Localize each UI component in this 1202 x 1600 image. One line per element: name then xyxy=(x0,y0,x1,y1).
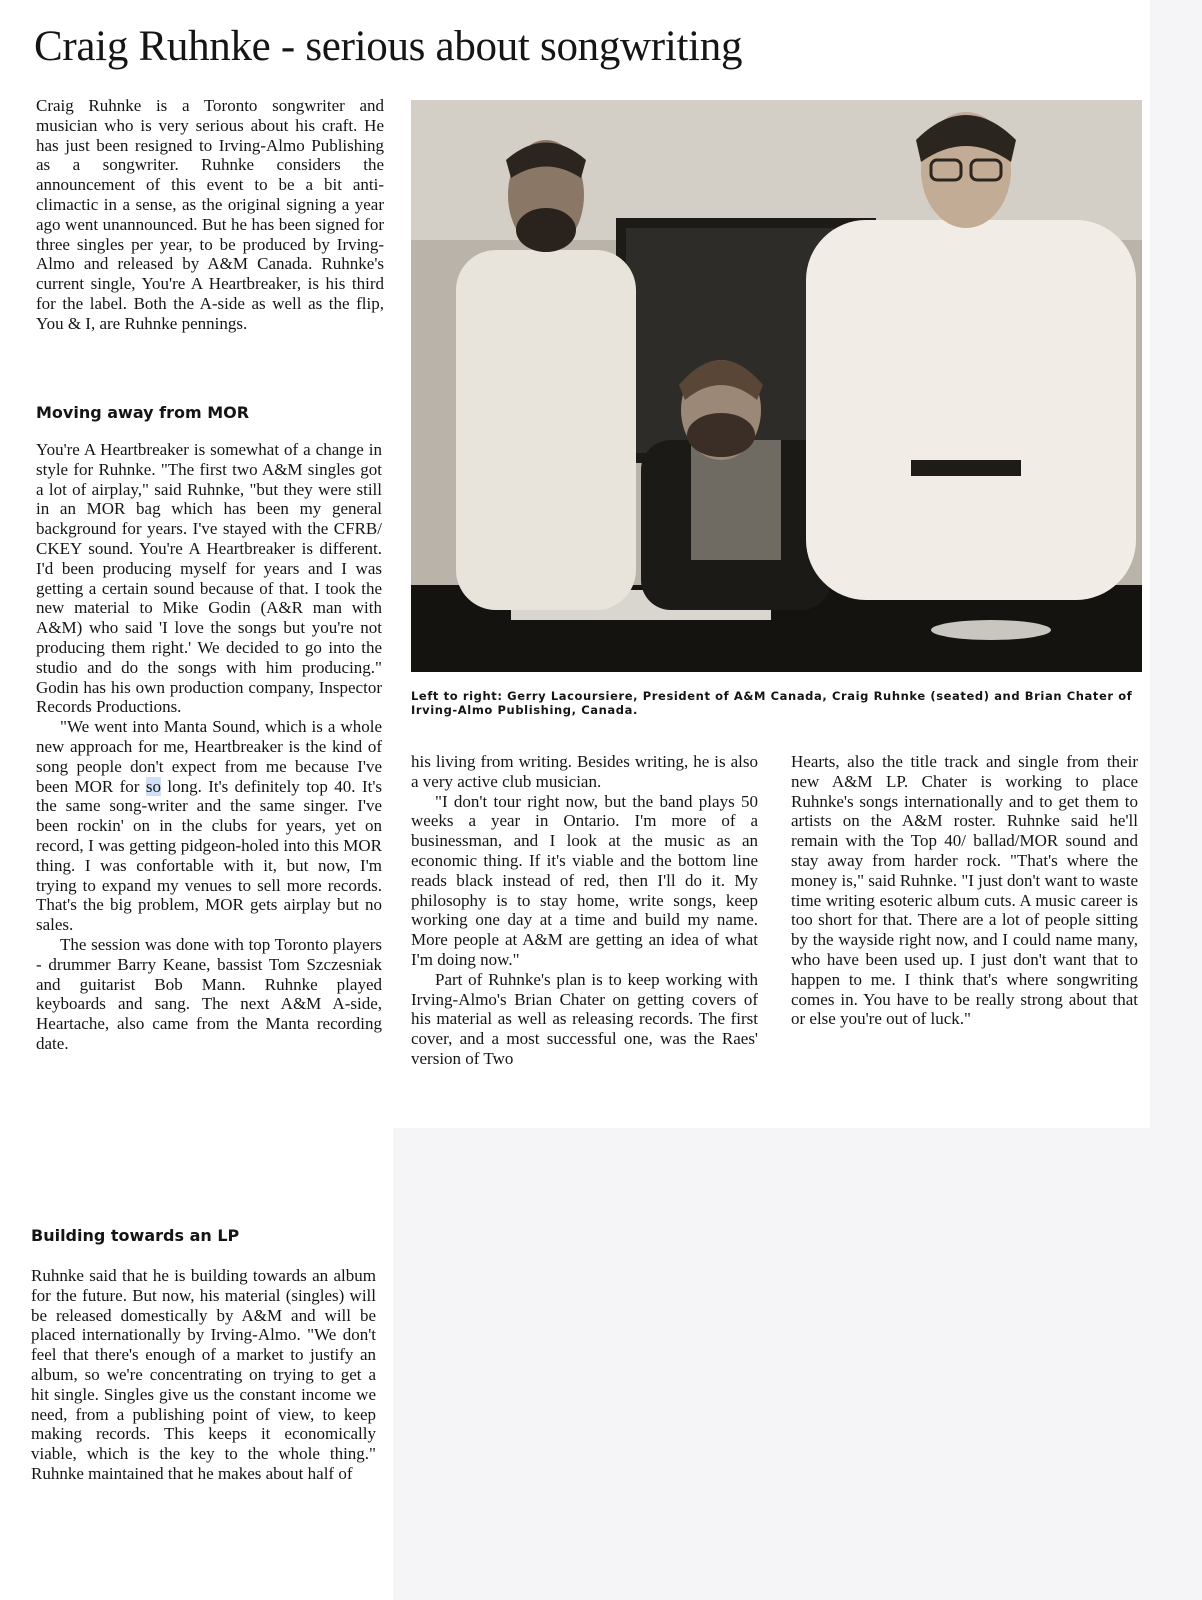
photo-caption: Left to right: Gerry Lacoursiere, President of A&M Canada, Craig Ruhnke (seated) and Brian Chater of Irving-Almo Publishing, Canada. xyxy=(411,689,1133,717)
body-paragraph xyxy=(36,717,382,935)
page-bottom-shade xyxy=(393,1128,1202,1600)
section-building-lp-body xyxy=(31,1266,376,1484)
body-paragraph: The session was done with top Toronto players - drummer Barry Keane, bassist Tom Szczesniak and guitarist Bob Mann. Ruhnke played keyboards and sang. The next A&M A-side, Heartache, also came from the Manta recording date. xyxy=(36,934,382,1053)
article-headline: Craig Ruhnke - serious about songwriting xyxy=(34,23,743,70)
article-photo xyxy=(411,100,1142,672)
column-3-body xyxy=(791,752,1138,1029)
page-margin-shade xyxy=(1150,0,1202,1128)
photo-illustration xyxy=(411,100,1142,672)
section-moving-away-body xyxy=(36,440,382,1054)
body-paragraph: "I don't tour right now, but the band plays 50 weeks a year in Ontario. I'm more of a businessman, and I look at the music as an economic thing. If it's viable and the bottom line reads black instead of red, then I'll do it. My philosophy is to stay home, write songs, keep working one day at a time and build my name. More people at A&M are getting an idea of what I'm doing now." xyxy=(411,791,758,969)
body-paragraph: Ruhnke said that he is building towards an album for the future. But now, his material (singles) will be released domestically by A&M and will be placed internationally by Irving-Almo. "We don't feel that there's enough of a market to justify an album, so we're concentrating on trying to get a hit single. Singles give us the constant income we need, from a publishing point of view, to keep making records. This keeps it economically viable, which is the key to the whole thing." Ruhnke maintained that he makes about half of xyxy=(31,1266,376,1483)
text-run: "We went into Manta Sound, which is a whole new approach for me, Heartbreaker is the kind of song people don't expect from me because I've been MOR for xyxy=(36,717,382,796)
text-run: long. It's definitely top 40. It's the same song-writer and the same singer. I've been rockin' on in the clubs for years, yet on record, I was getting pidgeon-holed into this MOR thing. I was confortable with it, but now, I'm trying to expand my venues to sell more records. That's the big problem, MOR gets airplay but no sales. xyxy=(36,776,383,935)
intro-paragraph xyxy=(36,96,384,334)
intro-text: Craig Ruhnke is a Toronto songwriter and musician who is very serious about his craft. He has just been resigned to Irving-Almo Publishing as a songwriter. Ruhnke considers the announcement of this event to be a bit anti-climactic in a sense, as the original signing a year ago went unannounced. But he has been signed for three singles per year, to be produced by Irving-Almo and released by A&M Canada. Ruhnke's current single, You're A Heartbreaker, is his third for the label. Both the A-side as well as the flip, You & I, are Ruhnke pennings. xyxy=(36,96,384,333)
body-paragraph: his living from writing. Besides writing, he is also a very active club musician. xyxy=(411,752,758,791)
body-paragraph: You're A Heartbreaker is somewhat of a change in style for Ruhnke. "The first two A&M singles got a lot of airplay," said Ruhnke, "but they were still in an MOR bag which has been my general background for years. I've stayed with the CFRB/ CKEY sound. You're A Heartbreaker is different. I'd been producing myself for years and I was getting a certain sound because of that. I took the new material to Mike Godin (A&R man with A&M) who said 'I love the songs but you're not producing them right.' We decided to go into the studio and do the songs with him producing." Godin has his own production company, Inspector Records Productions. xyxy=(36,440,382,717)
subhead-building-lp: Building towards an LP xyxy=(31,1226,240,1245)
body-paragraph: Part of Ruhnke's plan is to keep working with Irving-Almo's Brian Chater on getting covers of his material as well as releasing records. The first cover, and a most successful one, was the Raes' version of Two xyxy=(411,969,758,1068)
column-2-body xyxy=(411,752,758,1069)
highlighted-word[interactable]: so xyxy=(145,776,161,796)
subhead-moving-away: Moving away from MOR xyxy=(36,403,250,422)
body-paragraph: Hearts, also the title track and single from their new A&M LP. Chater is working to place Ruhnke's songs internationally and to get them to artists on the A&M roster. Ruhnke said he'll remain with the Top 40/ ballad/MOR sound and stay away from harder rock. "That's where the money is," said Ruhnke. "I just don't want to waste time writing esoteric album cuts. A music career is too short for that. There are a lot of people sitting by the wayside right now, and I could name many, who have been used up. I just don't want that to happen to me. I think that's where songwriting comes in. You have to be really strong about that or else you're out of luck." xyxy=(791,752,1138,1029)
